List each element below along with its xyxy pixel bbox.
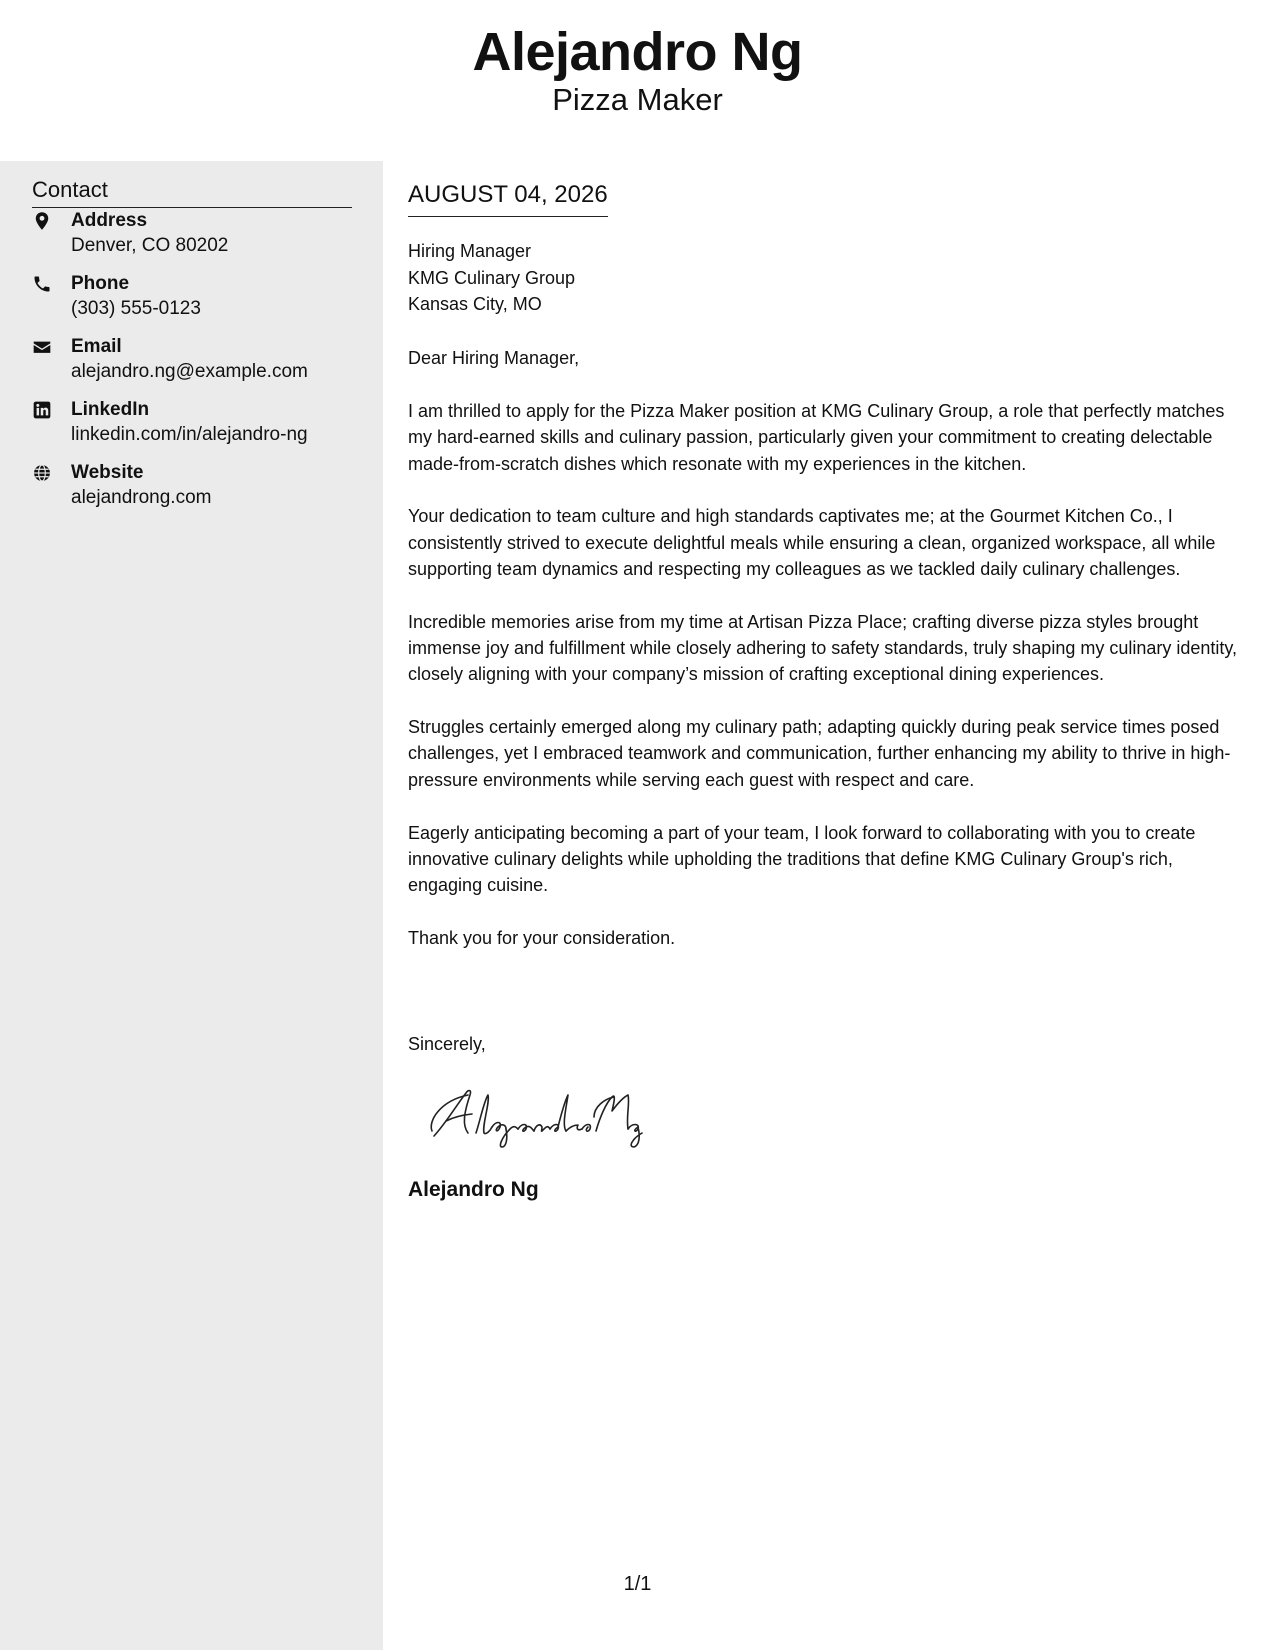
contact-item-address bbox=[32, 209, 362, 265]
contact-item-email bbox=[32, 335, 362, 391]
paragraph: Eagerly anticipating becoming a part of your team, I look forward to collaborating with you to create innovative culinary delights while upholding the traditions that define KMG Culinary Group's rich, engaging cuisine. bbox=[408, 822, 1196, 896]
job-title: Pizza Maker bbox=[552, 82, 723, 117]
recipient-block bbox=[408, 238, 575, 318]
paragraph: Your dedication to team culture and high standards captivates me; at the Gourmet Kitchen Co., I consistently strived to execute delightful meals while ensuring a clean, organized workspace, all while supporting team dynamics and respecting my colleagues as we tackled daily culinary challenges. bbox=[408, 506, 1216, 579]
letter-paragraphs bbox=[408, 398, 1248, 978]
contact-item-website bbox=[32, 461, 362, 517]
contact-label: Website bbox=[71, 462, 144, 483]
applicant-name: Alejandro Ng bbox=[472, 22, 803, 82]
contact-value: Denver, CO 80202 bbox=[71, 235, 229, 256]
contact-label: Phone bbox=[71, 273, 130, 294]
recipient-title: Hiring Manager bbox=[408, 241, 532, 261]
contact-label: LinkedIn bbox=[71, 399, 150, 420]
paragraph: Incredible memories arise from my time at Artisan Pizza Place; crafting diverse pizza styles brought immense joy and fulfillment while closely adhering to safety standards, truly shaping my culinary identity, closely aligning with your company’s mission of crafting exceptional dining experiences. bbox=[408, 611, 1238, 685]
contact-section-title: Contact bbox=[32, 175, 352, 208]
contact-value: linkedin.com/in/alejandro-ng bbox=[71, 424, 308, 445]
contact-label: Address bbox=[71, 210, 148, 231]
contact-value: alejandrong.com bbox=[71, 487, 212, 508]
contact-item-phone bbox=[32, 272, 362, 328]
salutation: Dear Hiring Manager, bbox=[408, 348, 580, 368]
contact-sidebar bbox=[0, 161, 383, 1650]
map-pin-icon bbox=[32, 211, 56, 235]
linkedin-icon bbox=[32, 400, 56, 424]
paragraph: I am thrilled to apply for the Pizza Maker position at KMG Culinary Group, a role that perfectly matches my hard-earned skills and culinary passion, particularly given your commitment to creating delectable made-from-scratch dishes which resonate with my experiences in the kitchen. bbox=[408, 401, 1225, 474]
closing: Sincerely, bbox=[408, 1034, 486, 1054]
paragraph: Struggles certainly emerged along my culinary path; adapting quickly during peak service times posed challenges, yet I embraced teamwork and communication, further enhancing my ability to thrive in high-pressure environments while serving each guest with respect and care. bbox=[408, 717, 1231, 790]
letter-header bbox=[0, 0, 1275, 161]
contact-value: (303) 555-0123 bbox=[71, 298, 201, 319]
contact-item-linkedin bbox=[32, 398, 362, 454]
globe-icon bbox=[32, 463, 56, 487]
paragraph: Thank you for your consideration. bbox=[408, 927, 676, 948]
envelope-icon bbox=[32, 337, 56, 361]
recipient-location: Kansas City, MO bbox=[408, 294, 542, 314]
contact-label: Email bbox=[71, 336, 122, 357]
recipient-company: KMG Culinary Group bbox=[408, 267, 576, 288]
contact-value: alejandro.ng@example.com bbox=[71, 361, 308, 382]
signer-name: Alejandro Ng bbox=[408, 1178, 539, 1201]
letter-date: AUGUST 04, 2026 bbox=[408, 179, 608, 217]
phone-icon bbox=[32, 274, 56, 298]
page-number: 1/1 bbox=[623, 1573, 652, 1595]
handwritten-signature bbox=[428, 1081, 658, 1151]
